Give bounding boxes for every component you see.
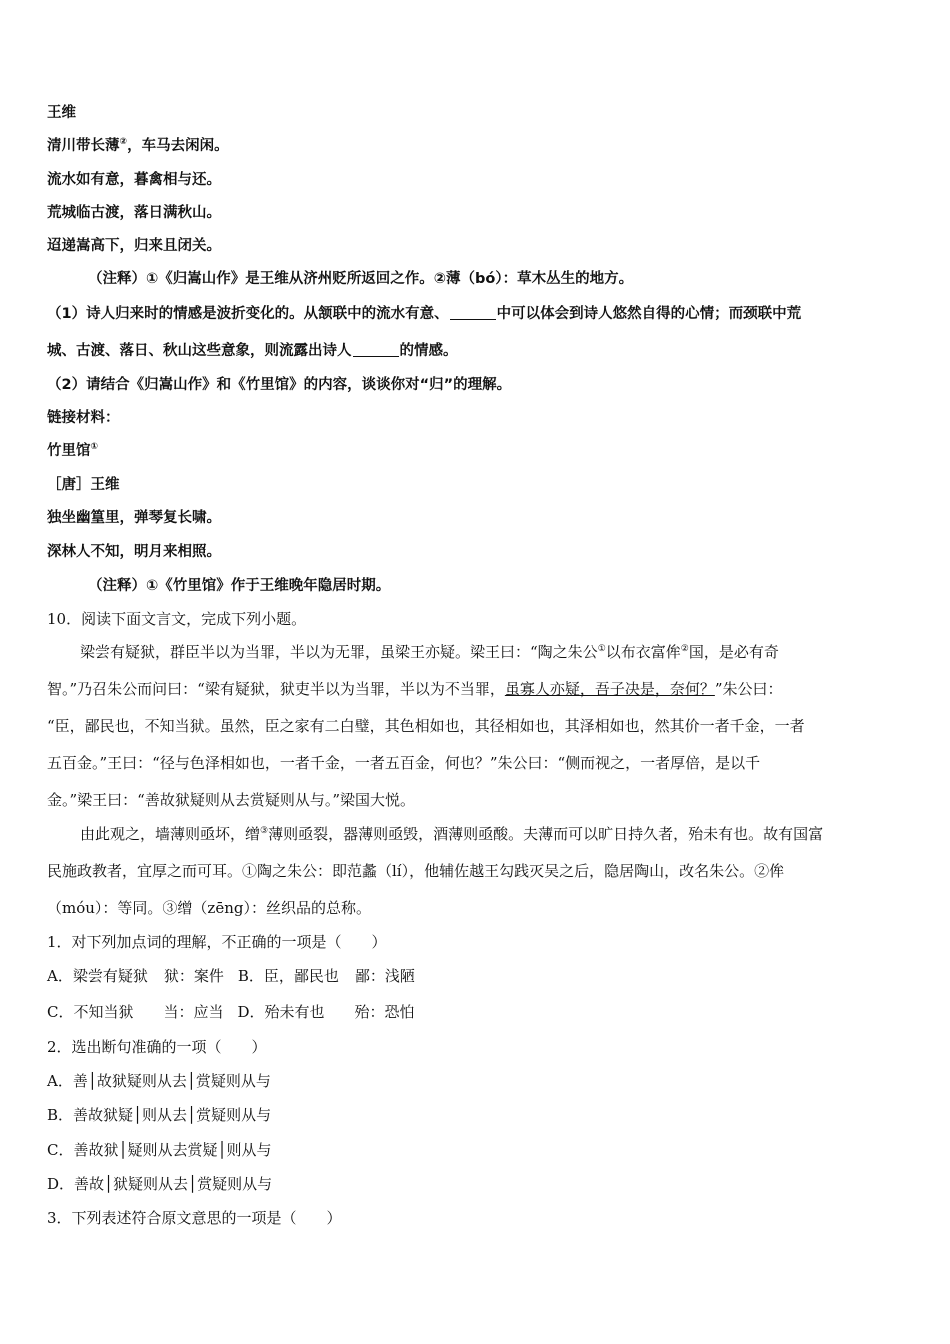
passage-text: 以布衣富侔 <box>605 643 681 661</box>
poem-line-2: 流水如有意，暮禽相与还。 <box>47 172 221 188</box>
answer-blank[interactable] <box>450 305 496 320</box>
question-1-text-a: （1）诗人归来时的情感是波折变化的。从颔联中的流水有意、 <box>47 306 449 322</box>
answer-blank[interactable] <box>353 342 399 357</box>
passage-line-8: （móu）：等同。③缯（zēng）：丝织品的总称。 <box>47 899 371 917</box>
poem-line-1-text-end: ，车马去闲闲。 <box>127 138 229 154</box>
passage-text: 智。”乃召朱公而问曰：“梁有疑狱，狱吏半以为当罪，半以为不当罪， <box>47 680 505 698</box>
poem-line-1 <box>47 136 910 156</box>
option-b[interactable]: B．臣，鄙民也 <box>237 967 339 985</box>
mc-2-option-c[interactable]: C．善故狱│疑则从去赏疑│则从与 <box>47 1141 272 1159</box>
mc-3-stem: 3．下列表述符合原文意思的一项是（ ） <box>47 1209 342 1227</box>
option-d-gloss: 殆：恐怕 <box>354 1003 415 1021</box>
passage-line-6 <box>80 824 910 844</box>
link-poem-line-1: 独坐幽篁里，弹琴复长啸。 <box>47 510 221 526</box>
link-poem-author: ［唐］王维 <box>47 477 120 493</box>
option-d[interactable]: D．殆未有也 <box>237 1003 325 1021</box>
option-a-gloss: 狱：案件 <box>163 967 224 985</box>
poem-line-3: 荒城临古渡，落日满秋山。 <box>47 205 221 221</box>
question-1-line-1 <box>47 304 910 324</box>
passage-text: ”朱公曰： <box>714 680 783 698</box>
underlined-sentence: 虽寡人亦疑，吾子决是，奈何？ <box>504 680 715 698</box>
option-c[interactable]: C．不知当狱 <box>47 1003 134 1021</box>
option-c-gloss: 当：应当 <box>163 1003 224 1021</box>
footnote-mark: ① <box>90 442 99 453</box>
passage-line-1 <box>80 642 910 662</box>
passage-line-7: 民施政教者，宜厚之而可耳。①陶之朱公：即范蠡（lí），他辅佐越王勾践灭吴之后，隐居陶山，改名朱公。②侔 <box>47 862 785 880</box>
option-a[interactable]: A．梁尝有疑狱 <box>47 967 148 985</box>
passage-text: 薄则亟裂，器薄则亟毁，酒薄则亟酸。夫薄而可以旷日持久者，殆未有也。故有国富 <box>268 825 824 843</box>
mc-1-options-ab <box>47 966 910 986</box>
passage-line-3: “臣，鄙民也，不知当狱。虽然，臣之家有二白璧，其色相如也，其径相如也，其泽相如也，然其价一者千金，一者 <box>47 717 805 735</box>
question-1-text-b: 中可以体会到诗人悠然自得的心情；而颈联中荒 <box>496 306 802 322</box>
mc-2-stem: 2．选出断句准确的一项（ ） <box>47 1038 267 1056</box>
question-1-text-d: 的情感。 <box>399 343 458 359</box>
passage-text: 国，是必有奇 <box>688 643 779 661</box>
passage-line-2 <box>47 679 910 699</box>
footnote-mark: ③ <box>260 826 269 836</box>
mc-2-option-a[interactable]: A．善│故狱疑则从去│赏疑则从与 <box>47 1072 271 1090</box>
section-10-heading: 10．阅读下面文言文，完成下列小题。 <box>47 610 307 628</box>
question-2: （2）请结合《归嵩山作》和《竹里馆》的内容，谈谈你对“归”的理解。 <box>47 377 512 393</box>
option-b-gloss: 鄙：浅陋 <box>354 967 415 985</box>
footnote-mark: ① <box>597 644 606 654</box>
link-poem-title-text: 竹里馆 <box>47 443 91 459</box>
mc-1-options-cd <box>47 1002 910 1022</box>
poem-line-4: 迢递嵩高下，归来且闭关。 <box>47 238 221 254</box>
link-material-label: 链接材料： <box>47 410 120 426</box>
mc-2-option-b[interactable]: B．善故狱疑│则从去│赏疑则从与 <box>47 1106 272 1124</box>
poem-author: 王维 <box>47 105 76 121</box>
passage-text: 由此观之，墙薄则亟坏，缯 <box>80 825 261 843</box>
link-poem-title <box>47 441 910 461</box>
mc-2-option-d[interactable]: D．善故│狱疑则从去│赏疑则从与 <box>47 1175 273 1193</box>
passage-line-4: 五百金。”王曰：“径与色泽相如也，一者千金，一者五百金，何也？”朱公曰：“侧而视之，一者厚倍，是以千 <box>47 754 761 772</box>
footnote-mark: ② <box>680 644 689 654</box>
question-1-line-2 <box>47 341 910 361</box>
poem-line-1-text: 清川带长薄 <box>47 138 120 154</box>
passage-line-5: 金。”梁王曰：“善故狱疑则从去赏疑则从与。”梁国大悦。 <box>47 791 416 809</box>
link-poem-line-2: 深林人不知，明月来相照。 <box>47 544 221 560</box>
mc-1-stem: 1．对下列加点词的理解，不正确的一项是（ ） <box>47 933 387 951</box>
link-poem-note: （注释）①《竹里馆》作于王维晚年隐居时期。 <box>88 578 391 594</box>
poem-note: （注释）①《归嵩山作》是王维从济州贬所返回之作。②薄（bó）：草木丛生的地方。 <box>88 271 634 287</box>
passage-text: 梁尝有疑狱，群臣半以为当罪，半以为无罪，虽梁王亦疑。梁王曰：“陶之朱公 <box>80 643 598 661</box>
footnote-mark: ② <box>119 137 128 148</box>
question-1-text-c: 城、古渡、落日、秋山这些意象，则流露出诗人 <box>47 343 352 359</box>
